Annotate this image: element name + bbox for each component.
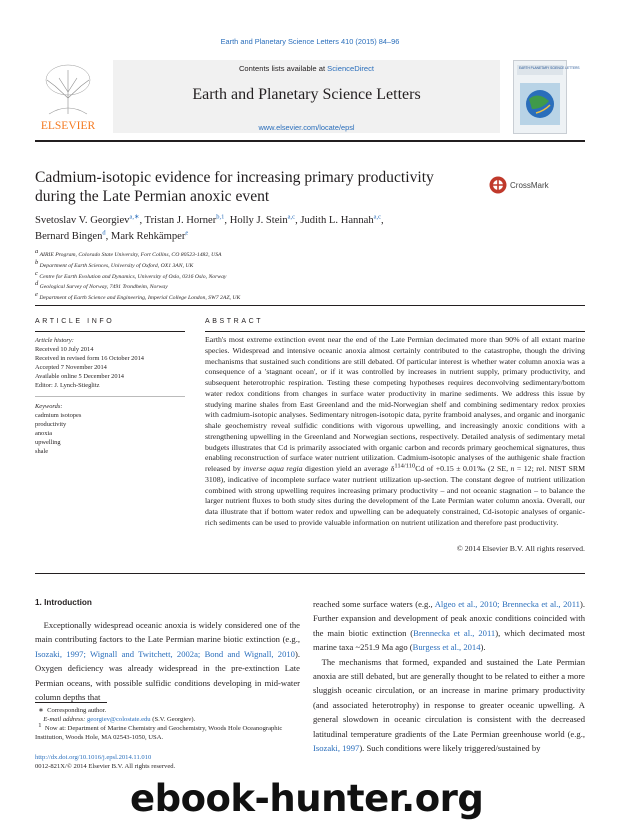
article-info-rule [35,331,185,332]
author-affiliation-marker[interactable]: e [185,228,189,236]
author[interactable]: Mark Rehkämper$^e$ [110,228,189,242]
crossmark-badge[interactable] [489,175,569,195]
author-affiliation-marker[interactable]: a,c [287,213,296,221]
author-affiliation-marker[interactable]: b,1 [216,213,225,221]
doi-block [35,753,305,772]
citation-link[interactable]: Isozaki, 1997; Wignall and Twitchett, 2002a; Bond and Wignall, 2010 [35,648,295,659]
affiliation-list [35,250,555,304]
journal-cover-thumbnail[interactable] [513,60,580,134]
elsevier-tree-icon [35,58,101,132]
contents-prefix: Contents lists available at [238,64,328,73]
cover-title: EARTH PLANETARY SCIENCE LETTERS [519,66,580,70]
keywords-label: Keywords: [35,403,63,410]
affiliation: $^d$ Geological Survey of Norway, 7491 Trondheim, Norway [35,280,168,291]
citation-link[interactable]: Algeo et al., 2010; Brennecka et al., 2011 [434,599,580,609]
doi-link[interactable]: http://dx.doi.org/10.1016/j.epsl.2014.11.010 [35,754,152,761]
section-heading: 1. Introduction [35,598,92,607]
body-column-left: Exceptionally widespread oceanic anoxia is widely considered one of the main contributing factors to the Late Permian marine biotic extinction (e.g., Isozaki, 1997; Wignall and Twitchett, 2002a; Bond and Wignall, 2010). Oxygen deficiency was already widespread in the pre-extinction Late Permian oceans, with possible sulfidic conditions developing in mid-water column depths that [35,620,300,703]
article-info [35,336,185,456]
header-rule [35,140,585,142]
journal-title: Earth and Planetary Science Letters [192,86,421,103]
copyright-notice: © 2014 Elsevier B.V. All rights reserved. [456,544,585,553]
crossmark-icon [489,175,569,195]
sciencedirect-link[interactable]: ScienceDirect [327,64,375,73]
history-line: Received in revised form 16 October 2014 [35,355,144,362]
body-column-right: reached some surface waters (e.g., Algeo et al., 2010; Brennecka et al., 2011). Further expansion and development of peak anoxic conditions coincided with the main biotic extinction (Brennecka et al., 2011), which decimated most marine taxa ~251.9 Ma ago (Burgess et al., 2014). The mechanisms that formed, expanded and sustained the Late Permian anoxia are still debated, but are generally thought to be related to either a more sluggish oceanic circulation, or an increase in marine primary productivity (and associated heterotrophy) in response to greater oceanic upwelling. A general slowdown in oceanic circulation is consistent with the decreased latitudinal temperature gradients of the Late Permian greenhouse world (e.g., Isozaki, 1997). Such conditions were likely triggered/sustained by [313,599,586,754]
citation-link[interactable]: Isozaki, 1997 [313,743,360,754]
author-affiliation-marker[interactable]: a,c [373,213,382,221]
footnotes [35,706,300,742]
affiliation: $^c$ Centre for Earth Evolution and Dynamics, University of Oslo, 0316 Oslo, Norway [35,269,227,280]
abstract-text: Earth's most extreme extinction event near the end of the Late Permian decimated more than 90% of all extant marine species. Widespread and intensive oceanic anoxia almost certainly contributed to the catastrophe, though the driving mechanisms that sustained such conditions are still debated. Of particular interest is whether water column anoxia was a consequence of a 'stagnant ocean', or if it was controlled by increases in nutrient supply, primary productivity, and subsequent heterotrophic respiration. Testing these competing hypotheses requires deconvolving sedimentary/bottom water redox conditions from changes in surface water productivity in marine sediments. We address this issue by studying marine shales from East Greenland and the mid-Norwegian shelf and combining sedimentary redox proxies with cadmium-isotopic analyses. Sedimentary nitrogen-isotopic data, pyrite framboid analyses, and organic and inorganic shale geochemistry reveal sulfidic conditions with vigorous upwelling, and increasingly anoxic conditions with a strengthening upwelling in the Greenland and Norwegian sections, respectively. Detailed analysis of sedimentary metal budgets illustrates that Cd is primarily associated with organic carbon and records primary geochemical signatures, thus enabling reconstruction of surface water nutrient utilization. Cadmium-isotopic analyses of the authigenic shale fraction released by inverse aqua regia digestion yield an average $\delta^{114/110}Cd$ of +0.15 ± 0.01‰ (2 SE, n = 12; rel. NIST SRM 3108), indicative of incomplete surface water nutrient utilization up-section. The constant degree of nutrient utilization combined with strong upwelling requires increasing primary productivity – and not oceanic stagnation – to balance the larger nutrient fluxes to both study sites during the development of the Late Permian water column anoxia. Overall, our data illustrate that if bottom water redox and upwelling can be adequately constrained, Cd-isotopic analyses of organic-rich sediments can be used to provide valuable information on nutrient utilization and therefore past productivity. [205,335,585,527]
author-list: Svetoslav V. Georgiev$^{a,∗}$, Tristan J. Horner$^{b,1}$, Holly J. Stein$^{a,c}$, Judith L. Hannah$^{a,c}$, Bernard Bingen$^d$, Mark Rehkämper$^e$ [35,213,384,242]
author[interactable]: Svetoslav V. Georgiev$^{a,∗}$ [35,213,140,226]
keywords-divider [35,396,185,397]
contents-line [113,64,500,73]
abstract-rule [205,331,585,332]
keyword: anoxia [35,430,53,437]
author-affiliation-marker[interactable]: a,∗ [129,213,140,221]
affiliation: $^a$ AIRIE Program, Colorado State University, Fort Collins, CO 80523-1482, USA [35,248,222,258]
history-line: Editor: J. Lynch-Stieglitz [35,382,100,389]
history-line: Received 10 July 2014 [35,346,94,353]
footnote-corresponding: ∗ Corresponding author. [35,707,107,714]
keyword: shale [35,448,49,455]
author[interactable]: Bernard Bingen$^d$ [35,228,106,242]
history-line: Available online 5 December 2014 [35,373,124,380]
footnote-email: E-mail address: georgiev@colostate.edu (S.V. Georgiev). [43,716,196,723]
section-rule [35,305,585,306]
crossmark-label: CrossMark [510,181,549,190]
keyword: upwelling [35,439,61,446]
article-info-heading: ARTICLE INFO [35,318,115,325]
issn-line: 0012-821X/© 2014 Elsevier B.V. All rights reserved. [35,763,176,771]
author[interactable]: Holly J. Stein$^{a,c}$ [229,213,296,226]
author-affiliation-marker[interactable]: d [102,228,106,236]
author[interactable]: Tristan J. Horner$^{b,1}$ [144,213,225,226]
citation-link[interactable]: Burgess et al., 2014 [412,642,481,653]
elsevier-wordmark: ELSEVIER [40,120,96,132]
history-label: Article history: [35,337,74,344]
keyword: productivity [35,421,67,428]
keyword: cadmium isotopes [35,412,82,419]
author[interactable]: Judith L. Hannah$^{a,c}$ [300,213,382,226]
watermark: ebook-hunter.org [130,777,484,820]
email-link[interactable]: georgiev@colostate.edu [86,716,151,723]
citation-link[interactable]: Brennecka et al., 2011 [413,627,496,638]
footnote-rule [35,702,107,703]
article-title: Cadmium-isotopic evidence for increasing primary productivity during the Late Permian anoxic event [35,169,434,205]
affiliation: $^b$ Department of Earth Sciences, University of Oxford, OX1 3AN, UK [35,258,194,269]
elsevier-logo [35,58,101,132]
abstract-end-rule [35,573,585,574]
affiliation: $^e$ Department of Earth Science and Engineering, Imperial College London, SW7 2AZ, UK [35,291,241,302]
journal-reference[interactable]: Earth and Planetary Science Letters 410 (2015) 84–96 [220,37,400,46]
journal-url-link[interactable]: www.elsevier.com/locate/epsl [258,123,355,132]
history-line: Accepted 7 November 2014 [35,364,107,371]
footnote-1: $^1$ Now at: Department of Marine Chemistry and Geochemistry, Woods Hole Oceanographic Institution, Woods Hole, MA 02543-1050, USA. [35,721,283,741]
abstract-heading: ABSTRACT [205,318,264,325]
cover-image-icon [514,61,580,133]
